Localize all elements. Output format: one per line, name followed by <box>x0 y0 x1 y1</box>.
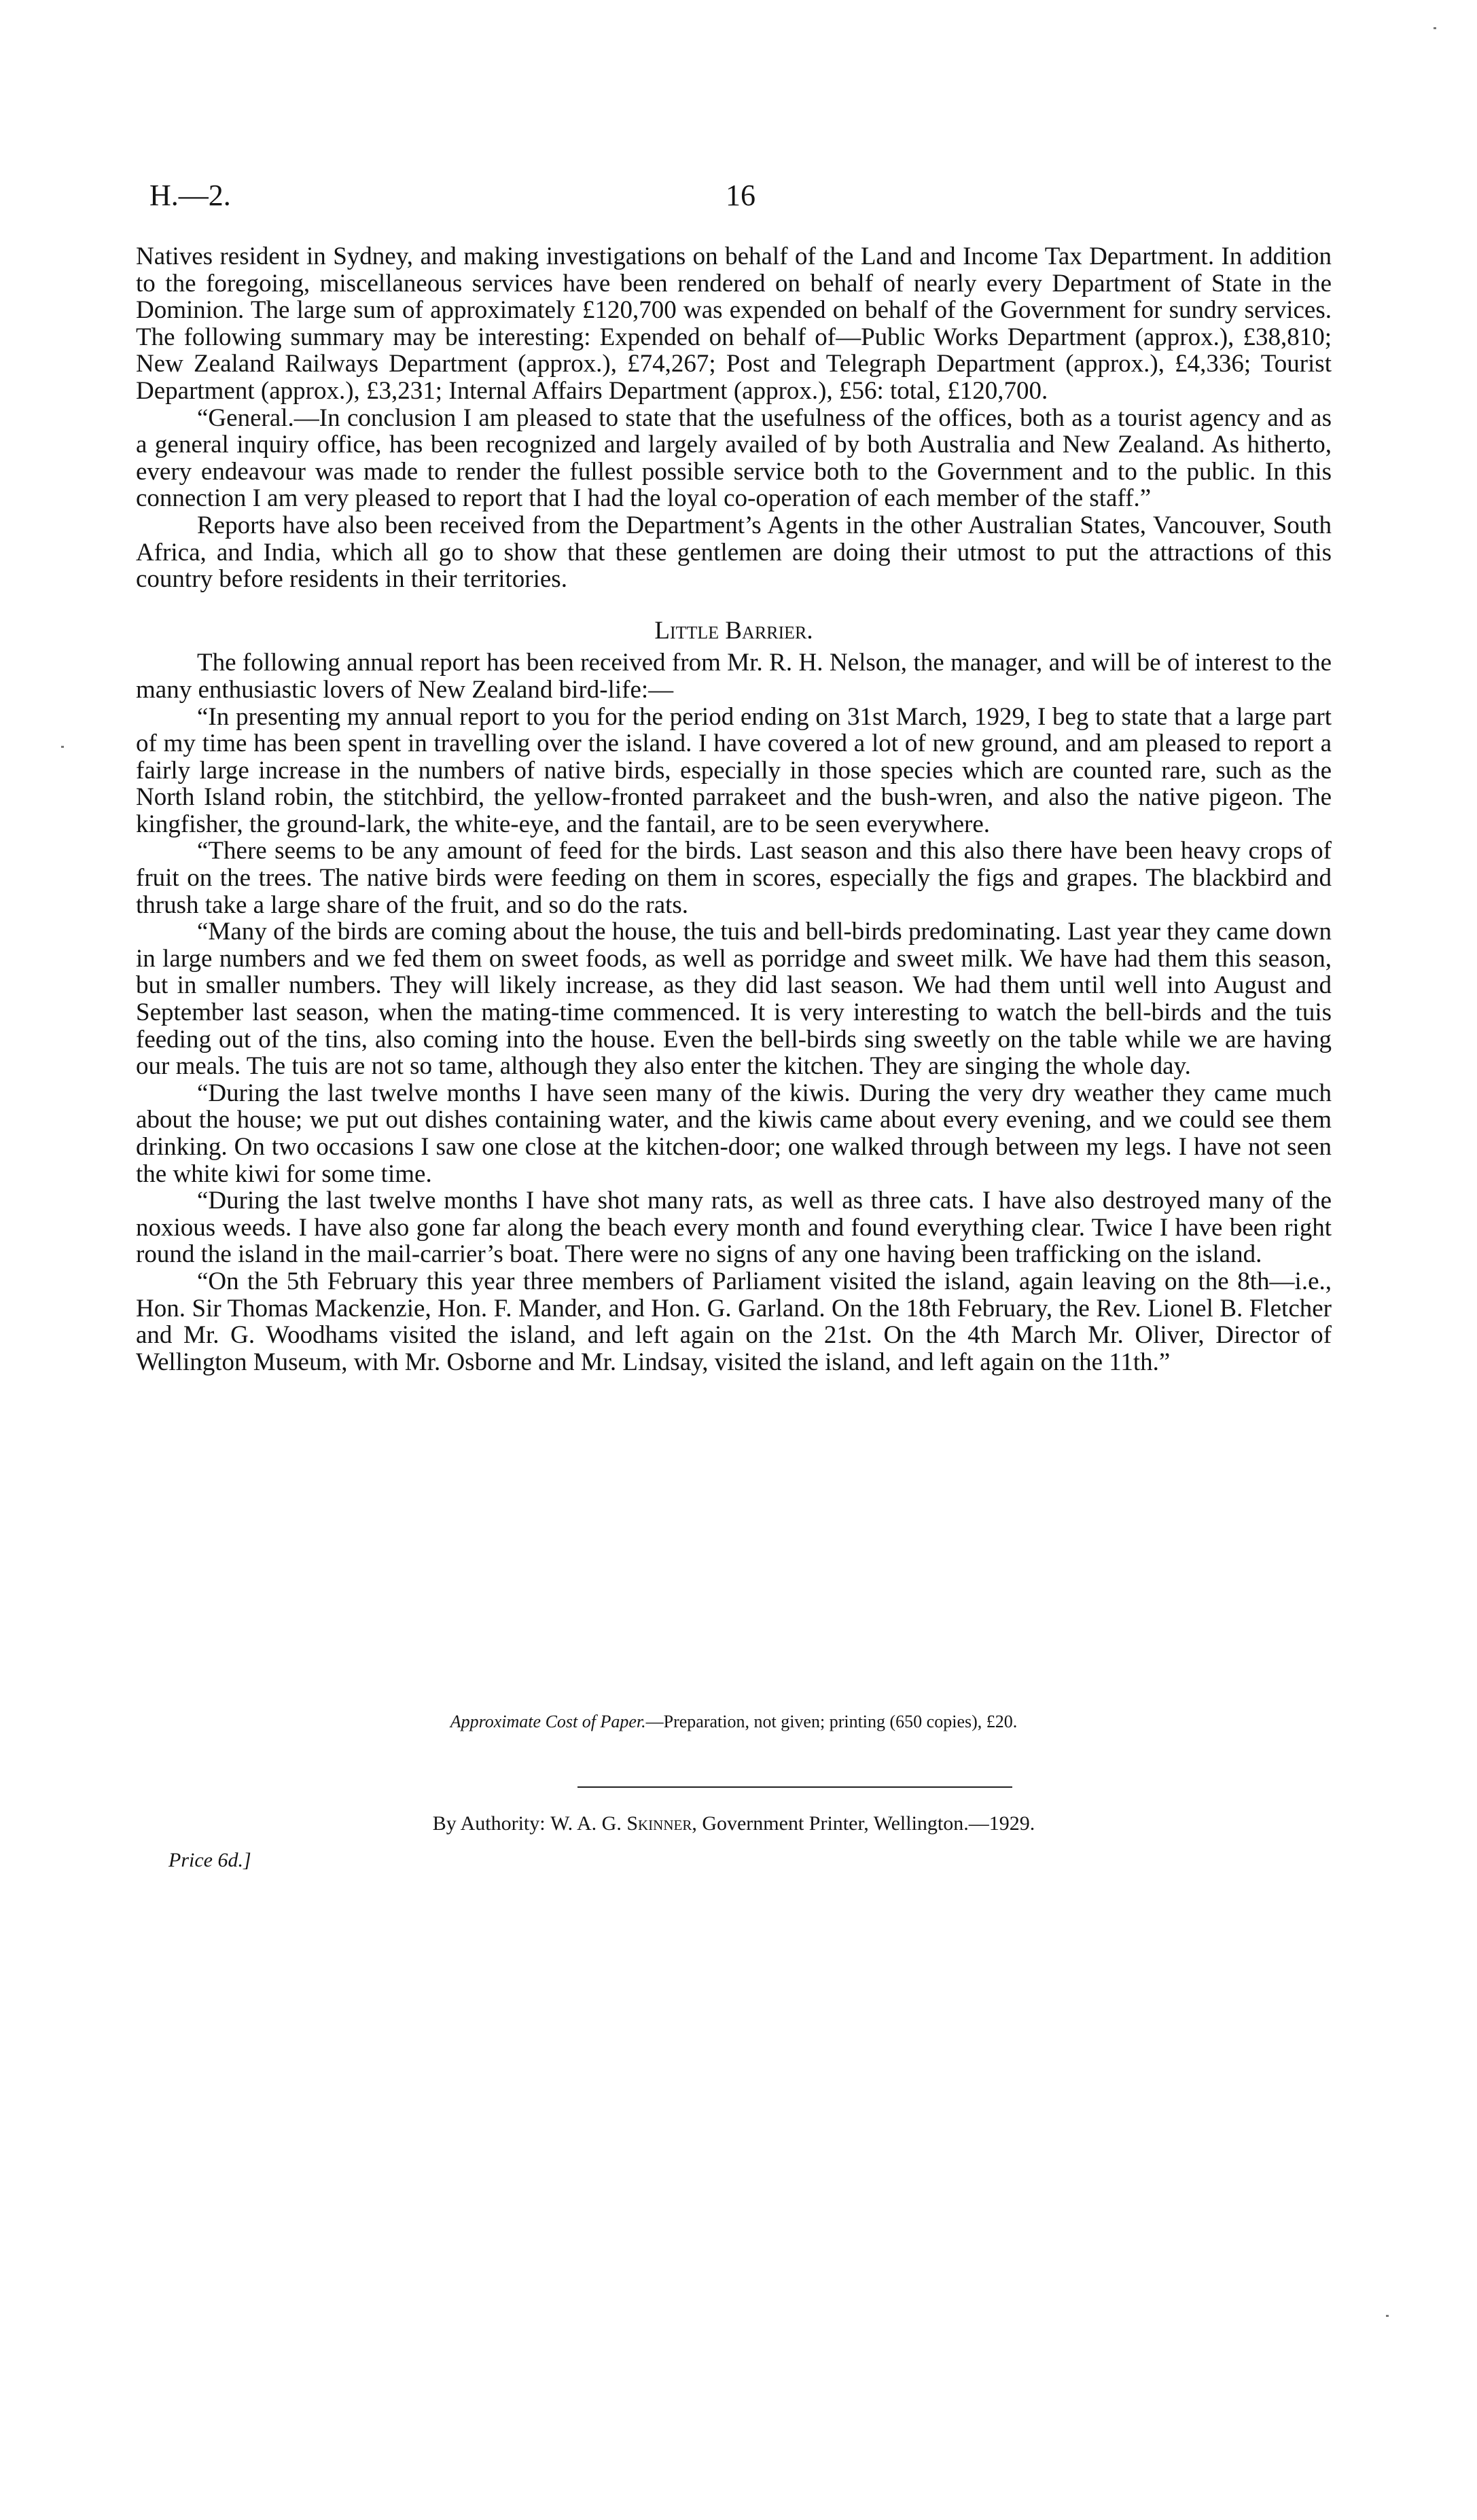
document-code: H.—2. <box>149 179 231 212</box>
cost-note-label: Approximate Cost of Paper. <box>450 1712 646 1731</box>
cost-note <box>136 1712 1332 1732</box>
section-paragraph-4: “Many of the birds are coming about the house, the tuis and bell-birds predominating. Last year they came down in large numbers and we fed them on sweet foods, as well as porridge and sweet milk. We have had them this season, but in smaller numbers. They will likely increase, as they did last season. We had them until well into August and September last season, when the mating-time commenced. It is very interesting to watch the bell-birds and the tuis feeding out of the tins, also coming into the house. Even the bell-birds sing sweetly on the table while we are having our meals. The tuis are not so tame, although they also enter the kitchen. They are singing the whole day. <box>136 918 1332 1081</box>
page-header <box>149 178 1332 219</box>
price: Price 6d.] <box>168 1849 251 1871</box>
section-paragraph-6: “During the last twelve months I have shot many rats, as well as three cats. I have also destroyed many of the noxious weeds. I have also gone far along the beach every month and found everything clear. Twice I have been right round the island in the mail-carrier’s boat. There were no signs of any one having been trafficking on the island. <box>136 1187 1332 1269</box>
cost-note-text: —Preparation, not given; printing (650 copies), £20. <box>645 1712 1018 1731</box>
authority-prefix: By Authority: <box>432 1812 546 1835</box>
paragraph-2: “General.—In conclusion I am pleased to state that the usefulness of the offices, both as a tourist agency and as a general inquiry office, has been recognized and largely availed of by both Australia and New Zealand. As hitherto, every endeavour was made to render the fullest possible service both to the Government and to the public. In this connection I am very pleased to report that I had the loyal co-operation of each member of the staff.” <box>136 403 1332 513</box>
section-paragraph-2: “In presenting my annual report to you for the period ending on 31st March, 1929, I beg to state that a large part of my time has been spent in travelling over the island. I have covered a lot of new ground, and am pleased to report a fairly large increase in the numbers of native birds, especially in those species which are counted rare, such as the North Island robin, the stitchbird, the yellow-fronted parrakeet and the bush-wren, and also the native pigeon. The kingfisher, the ground-lark, the white-eye, and the fantail, are to be seen everywhere. <box>136 702 1332 838</box>
printer-name: W. A. G. Skinner, <box>550 1812 697 1835</box>
section-paragraph-7: “On the 5th February this year three members of Parliament visited the island, again leaving on the 8th—i.e., Hon. Sir Thomas Mackenzie, Hon. F. Mander, and Hon. G. Garland. On the 18th February, the Rev. Lionel B. Fletcher and Mr. G. Woodhams visited the island, and left again on the 21st. On the 4th March Mr. Oliver, Director of Wellington Museum, with Mr. Osborne and Mr. Lindsay, visited the island, and left again on the 11th.” <box>136 1267 1332 1376</box>
scan-speck <box>1386 2315 1389 2317</box>
page-number: 16 <box>726 179 755 212</box>
authority-suffix: Government Printer, Wellington.—1929. <box>702 1812 1035 1835</box>
section-paragraph-3: “There seems to be any amount of feed for the birds. Last season and this also there have been heavy crops of fruit on the trees. The native birds were feeding on them in scores, especially the figs and grapes. The blackbird and thrush take a large share of the fruit, and so do the rats. <box>136 837 1332 919</box>
section-paragraph-1: The following annual report has been received from Mr. R. H. Nelson, the manager, and will be of interest to the many enthusiastic lovers of New Zealand bird-life:— <box>136 649 1332 704</box>
section-heading: Little Barrier. <box>654 616 813 645</box>
section-paragraph-5: “During the last twelve months I have seen many of the kiwis. During the very dry weather they came much about the house; we put out dishes containing water, and the kiwis came about every evening, and we could see them drinking. On two occasions I saw one close at the kitchen-door; one walked through between my legs. I have not seen the white kiwi for some time. <box>136 1079 1332 1188</box>
scan-speck <box>1434 27 1436 29</box>
footer-rule <box>577 1786 1012 1788</box>
authority-line <box>136 1812 1332 1835</box>
body-text <box>136 243 1332 1375</box>
scan-speck <box>61 746 64 748</box>
paragraph-3: Reports have also been received from the Department’s Agents in the other Australian States, Vancouver, South Africa, and India, which all go to show that these gentlemen are doing their utmost to put the attractions of this country before residents in their territories. <box>136 511 1332 594</box>
paragraph-1: Natives resident in Sydney, and making investigations on behalf of the Land and Income Tax Department. In addition to the foregoing, miscellaneous services have been rendered on behalf of nearly every Department of State in the Dominion. The large sum of approximately £120,700 was expended on behalf of the Government for sundry services. The following summary may be interesting: Expended on behalf of—Public Works Department (approx.), £38,810; New Zealand Railways Department (approx.), £74,267; Post and Telegraph Department (approx.), £4,336; Tourist Department (approx.), £3,231; Internal Affairs Department (approx.), £56: total, £120,700. <box>136 242 1332 405</box>
